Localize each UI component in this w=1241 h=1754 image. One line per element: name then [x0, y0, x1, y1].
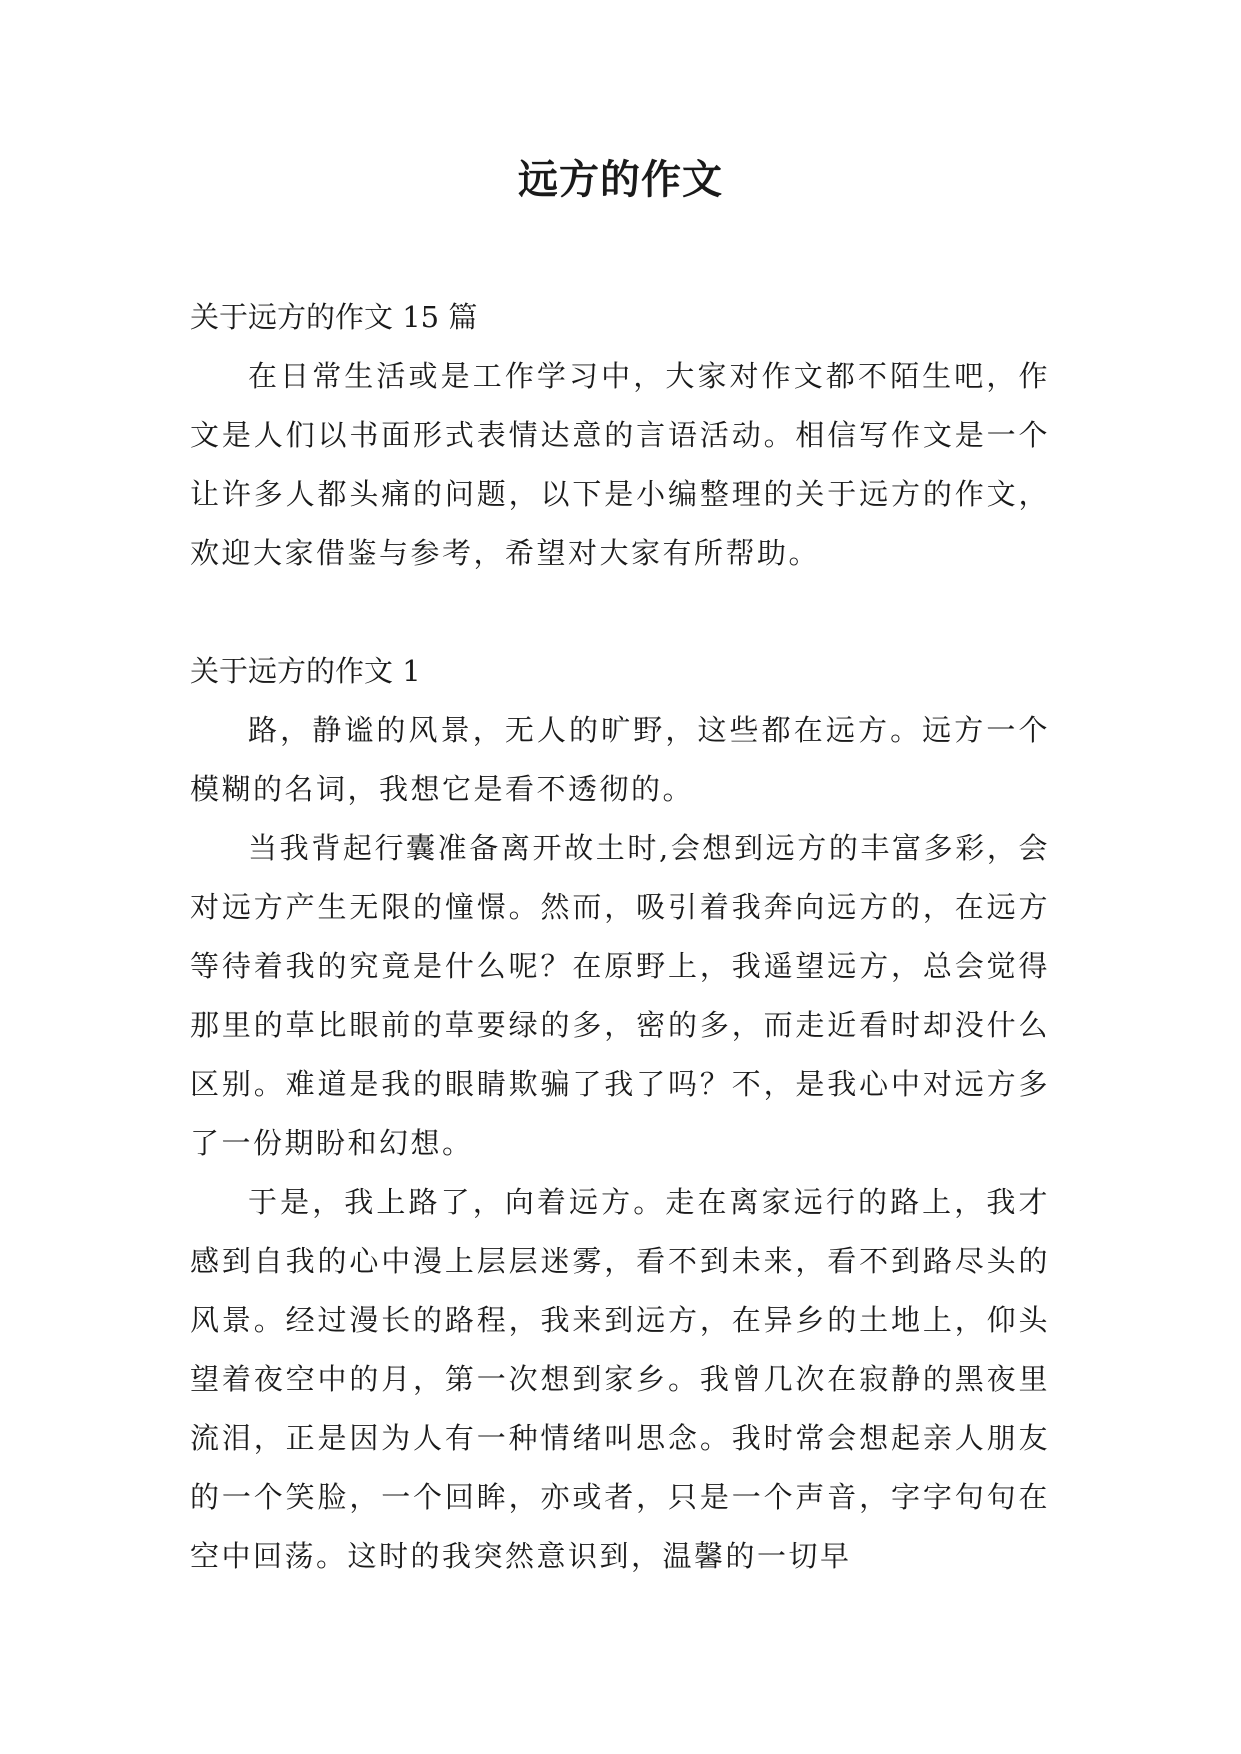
body-paragraph: 路，静谧的风景，无人的旷野，这些都在远方。远方一个模糊的名词，我想它是看不透彻的。	[190, 713, 1050, 806]
intro-paragraph: 在日常生活或是工作学习中，大家对作文都不陌生吧，作文是人们以书面形式表情达意的言语活动。相信写作文是一个让许多人都头痛的问题，以下是小编整理的关于远方的作文，欢迎大家借鉴与参考，希望对大家有所帮助。	[190, 359, 1050, 570]
section-heading: 关于远方的作文 1	[190, 654, 421, 688]
section-spacer	[190, 583, 1050, 642]
document-title: 远方的作文	[518, 156, 723, 203]
body-paragraph: 当我背起行囊准备离开故土时,会想到远方的丰富多彩，会对远方产生无限的憧憬。然而，吸引着我奔向远方的，在远方等待着我的究竟是什么呢？在原野上，我遥望远方，总会觉得那里的草比眼前的草要绿的多，密的多，而走近看时却没什么区别。难道是我的眼睛欺骗了我了吗？不，是我心中对远方多了一份期盼和幻想。	[190, 831, 1050, 1160]
body-paragraph: 于是，我上路了，向着远方。走在离家远行的路上，我才感到自我的心中漫上层层迷雾，看不到未来，看不到路尽头的风景。经过漫长的路程，我来到远方，在异乡的土地上，仰头望着夜空中的月，第一次想到家乡。我曾几次在寂静的黑夜里流泪，正是因为人有一种情绪叫思念。我时常会想起亲人朋友的一个笑脸，一个回眸，亦或者，只是一个声音，字字句句在空中回荡。这时的我突然意识到，温馨的一切早	[190, 1185, 1050, 1573]
document-body	[190, 288, 1050, 1586]
intro-heading: 关于远方的作文 15 篇	[190, 300, 478, 334]
